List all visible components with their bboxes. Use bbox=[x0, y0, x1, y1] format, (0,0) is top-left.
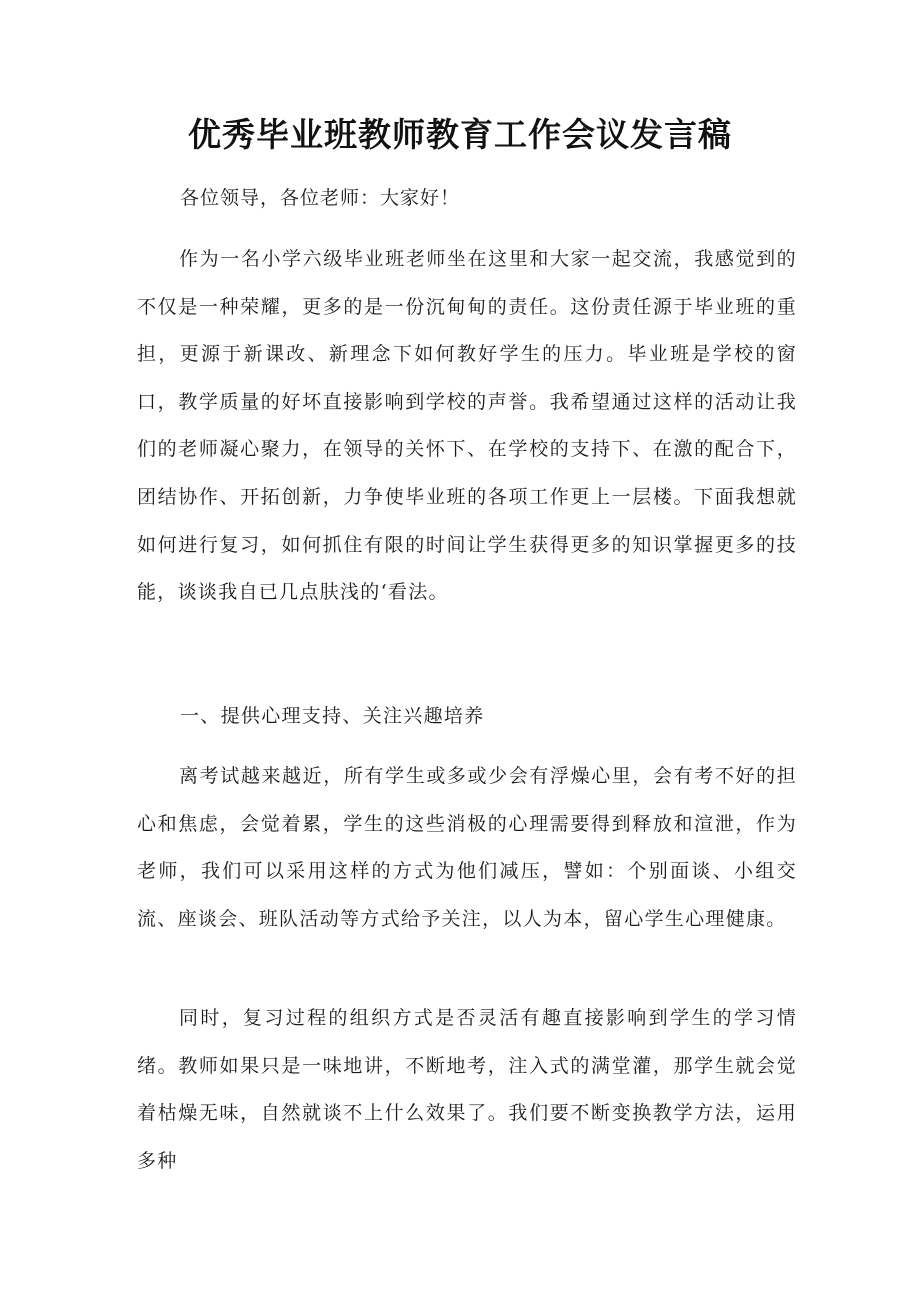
document-title: 优秀毕业班教师教育工作会议发言稿 bbox=[188, 115, 732, 154]
paragraph-psychological-support: 离考试越来越近，所有学生或多或少会有浮燥心里，会有考不好的担心和焦虑，会觉着累，学生的这些消极的心理需要得到释放和渲泄，作为老师，我们可以采用这样的方式为他们减压，譬如：个别面谈、小组交流、座谈会、班队活动等方式给予关注，以人为本，留心学生心理健康。 bbox=[137, 765, 797, 930]
paragraph-intro: 作为一名小学六级毕业班老师坐在这里和大家一起交流，我感觉到的不仅是一种荣耀，更多的是一份沉甸甸的责任。这份责任源于毕业班的重担，更源于新课改、新理念下如何教好学生的压力。毕业班是学校的窗口，教学质量的好坏直接影响到学校的声誉。我希望通过这样的活动让我们的老师凝心聚力，在领导的关怀下、在学校的支持下、在激的配合下，团结协作、开拓创新，力争使毕业班的各项工作更上一层楼。下面我想就如何进行复习，如何抓住有限的时间让学生获得更多的知识掌握更多的技能，谈谈我自已几点肤浅的‘看法。 bbox=[137, 248, 797, 604]
section-heading: 一、提供心理支持、关注兴趣培养 bbox=[180, 705, 485, 727]
paragraph-review-methods: 同时，复习过程的组织方式是否灵活有趣直接影响到学生的学习情绪。教师如果只是一味地讲，不断地考，注入式的满堂灌，那学生就会觉着枯燥无味，自然就谈不上什么效果了。我们要不断变换教学方法，运用多种 bbox=[137, 1007, 797, 1172]
greeting-line: 各位领导，各位老师：大家好！ bbox=[180, 187, 461, 209]
